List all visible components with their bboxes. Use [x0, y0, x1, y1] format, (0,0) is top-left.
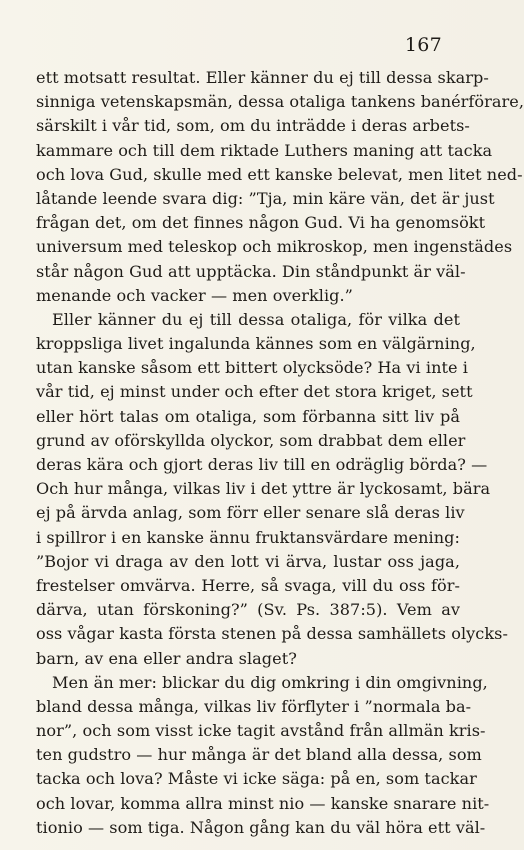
- text-line: universum med teleskop och mikroskop, men ingenstädes: [36, 237, 513, 257]
- text-line: vår tid, ej minst under och efter det stora kriget, sett: [36, 382, 473, 402]
- text-line: Och hur många, vilkas liv i det yttre är lyckosamt, bära: [36, 479, 491, 499]
- text-line: står någon Gud att upptäcka. Din ståndpunkt är väl-: [36, 261, 466, 281]
- text-line: och lova Gud, skulle med ett kanske belevat, men litet ned-: [36, 164, 523, 184]
- body-text: [36, 66, 524, 840]
- text-line: ”Bojor vi draga av den lott vi ärva, lustar oss jaga,: [36, 551, 460, 571]
- text-line: särskilt i vår tid, som, om du inträdde i deras arbets-: [36, 116, 470, 136]
- text-line: sinniga vetenskapsmän, dessa otaliga tankens banérförare,: [36, 92, 524, 112]
- text-line: frestelser omvärva. Herre, så svaga, vill du oss för-: [36, 575, 460, 595]
- text-line: kammare och till dem riktade Luthers maning att tacka: [36, 140, 493, 160]
- text-line: menande och vacker — men overklig.”: [36, 285, 353, 305]
- text-line: nor”, och som visst icke tagit avstånd från allmän kris-: [36, 721, 486, 741]
- text-line: i spillror i en kanske ännu fruktansvärdare mening:: [36, 527, 460, 547]
- text-line: eller hört talas om otaliga, som förbanna sitt liv på: [36, 406, 460, 426]
- text-line: grund av oförskyllda olyckor, som drabbat dem eller: [36, 430, 466, 450]
- text-line: deras kära och gjort deras liv till en odräglig börda? —: [36, 455, 488, 474]
- text-line: kroppsliga livet ingalunda kännes som en välgärning,: [36, 334, 476, 354]
- text-line: tionio — som tiga. Någon gång kan du väl höra ett väl-: [36, 817, 486, 837]
- text-line: Eller känner du ej till dessa otaliga, för vilka det: [52, 309, 460, 329]
- text-line: frågan det, om det finnes någon Gud. Vi ha genomsökt: [36, 213, 486, 233]
- text-line: därva, utan förskoning?” (Sv. Ps. 387:5). Vem av: [36, 600, 460, 620]
- text-line: ten gudstro — hur många är det bland alla dessa, som: [36, 745, 482, 765]
- text-line: och lovar, komma allra minst nio — kanske snarare nit-: [36, 793, 490, 813]
- text-line: bland dessa många, vilkas liv förflyter i ”normala ba-: [36, 696, 472, 716]
- text-line: barn, av ena eller andra slaget?: [36, 648, 297, 668]
- text-line: tacka och lova? Måste vi icke säga: på en, som tackar: [36, 769, 477, 789]
- text-line: oss vågar kasta första stenen på dessa samhällets olycks-: [36, 624, 508, 644]
- text-line: ej på ärvda anlag, som förr eller senare slå deras liv: [36, 503, 465, 523]
- text-line: Men än mer: blickar du dig omkring i din omgivning,: [52, 672, 488, 692]
- text-line: låtande leende svara dig: ”Tja, min käre vän, det är just: [36, 188, 495, 208]
- text-line: utan kanske såsom ett bittert olycksöde? Ha vi inte i: [36, 358, 468, 378]
- page-number: 167: [404, 34, 442, 56]
- text-line: ett motsatt resultat. Eller känner du ej till dessa skarp-: [36, 68, 489, 87]
